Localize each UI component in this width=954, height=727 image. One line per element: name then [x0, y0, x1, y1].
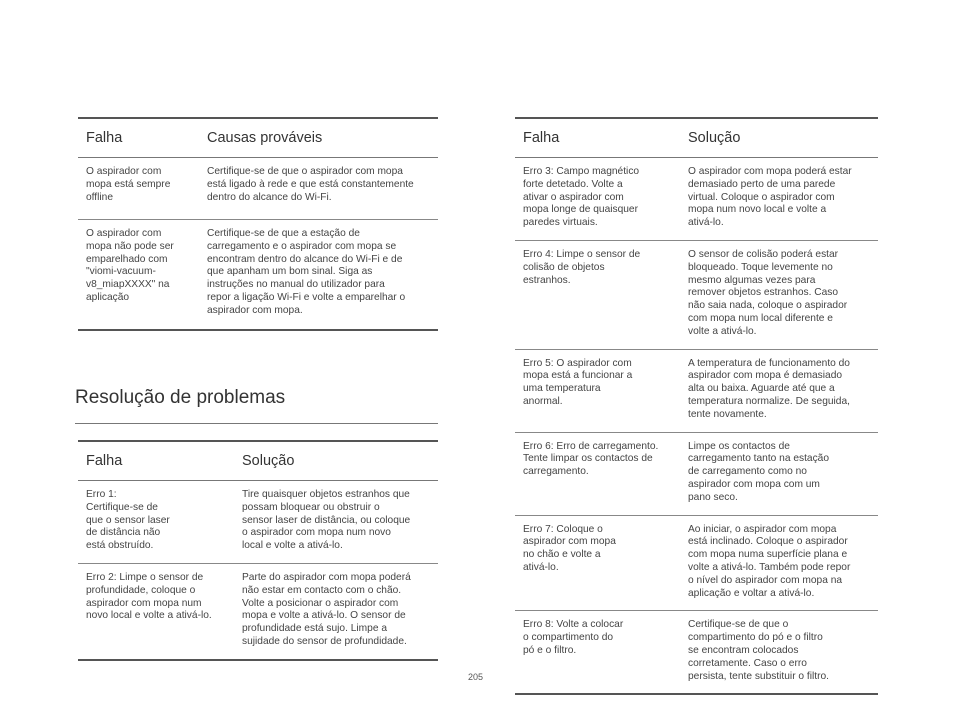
fault-cell: Erro 2: Limpe o sensor de profundidade, coloque o aspirador com mopa num novo local e volte a ativá-lo. [78, 563, 234, 659]
header-causas: Causas prováveis [199, 118, 438, 158]
header-falha: Falha [515, 118, 680, 158]
section-rule [75, 423, 438, 424]
table-header-row [78, 441, 438, 481]
table-row [515, 432, 878, 515]
page-number: 205 [468, 672, 484, 682]
cause-cell: Certifique-se de que a estação de carregamento e o aspirador com mopa se encontram dentro do alcance do Wi-Fi e de que apanham um bom sinal. Siga as instruções no manual do utilizador para repor a ligação Wi-Fi e volte a emparelhar o aspirador com mopa. [199, 220, 438, 330]
solution-cell: Ao iniciar, o aspirador com mopa está inclinado. Coloque o aspirador com mopa numa superfície plana e volte a ativá-lo. Também pode repor o nível do aspirador com mopa na aplicação e voltar a ativá-lo. [680, 515, 878, 611]
table-errors-right [515, 117, 878, 695]
table-offline [78, 117, 438, 331]
fault-cell: Erro 1: Certifique-se de que o sensor laser de distância não está obstruído. [78, 481, 234, 564]
fault-cell: Erro 8: Volte a colocar o compartimento do pó e o filtro. [515, 611, 680, 694]
header-solucao: Solução [680, 118, 878, 158]
table-row [515, 349, 878, 432]
fault-cell: Erro 4: Limpe o sensor de colisão de objetos estranhos. [515, 240, 680, 349]
solution-cell: Certifique-se de que o compartimento do pó e o filtro se encontram colocados corretamente. Caso o erro persista, tente substituir o filtro. [680, 611, 878, 694]
fault-cell: Erro 6: Erro de carregamento. Tente limpar os contactos de carregamento. [515, 432, 680, 515]
table-row [515, 611, 878, 694]
table-row [78, 481, 438, 564]
table-header-row [515, 118, 878, 158]
table-row [515, 158, 878, 241]
header-solucao: Solução [234, 441, 438, 481]
table-errors-left [78, 440, 438, 661]
solution-cell: Limpe os contactos de carregamento tanto na estação de carregamento como no aspirador com mopa com um pano seco. [680, 432, 878, 515]
solution-cell: O aspirador com mopa poderá estar demasiado perto de uma parede virtual. Coloque o aspirador com mopa num novo local e volte a ativá-lo. [680, 158, 878, 241]
table-row [78, 220, 438, 330]
section-title: Resolução de problemas [75, 387, 286, 408]
solution-cell: O sensor de colisão poderá estar bloqueado. Toque levemente no mesmo algumas vezes para remover objetos estranhos. Caso não saia nada, coloque o aspirador com mopa num local diferente e volte a ativá-lo. [680, 240, 878, 349]
header-falha: Falha [78, 118, 199, 158]
solution-cell: Tire quaisquer objetos estranhos que possam bloquear ou obstruir o sensor laser de distância, ou coloque o aspirador com mopa num novo local e volte a ativá-lo. [234, 481, 438, 564]
table-row [515, 515, 878, 611]
fault-cell: Erro 7: Coloque o aspirador com mopa no chão e volte a ativá-lo. [515, 515, 680, 611]
solution-cell: Parte do aspirador com mopa poderá não estar em contacto com o chão. Volte a posicionar o aspirador com mopa e volte a ativá-lo. O sensor de profundidade está sujo. Limpe a sujidade do sensor de profundidade. [234, 563, 438, 659]
table-row [515, 240, 878, 349]
fault-cell: Erro 5: O aspirador com mopa está a funcionar a uma temperatura anormal. [515, 349, 680, 432]
cause-cell: Certifique-se de que o aspirador com mopa está ligado à rede e que está constantemente dentro do alcance do Wi-Fi. [199, 158, 438, 220]
fault-cell: O aspirador com mopa está sempre offline [78, 158, 199, 220]
table-row [78, 563, 438, 659]
fault-cell: Erro 3: Campo magnético forte detetado. Volte a ativar o aspirador com mopa longe de quaisquer paredes virtuais. [515, 158, 680, 241]
table-header-row [78, 118, 438, 158]
fault-cell: O aspirador com mopa não pode ser emparelhado com "viomi-vacuum- v8_miapXXXX" na aplicação [78, 220, 199, 330]
solution-cell: A temperatura de funcionamento do aspirador com mopa é demasiado alta ou baixa. Aguarde até que a temperatura normalize. De seguida, tente novamente. [680, 349, 878, 432]
header-falha: Falha [78, 441, 234, 481]
table-row [78, 158, 438, 220]
